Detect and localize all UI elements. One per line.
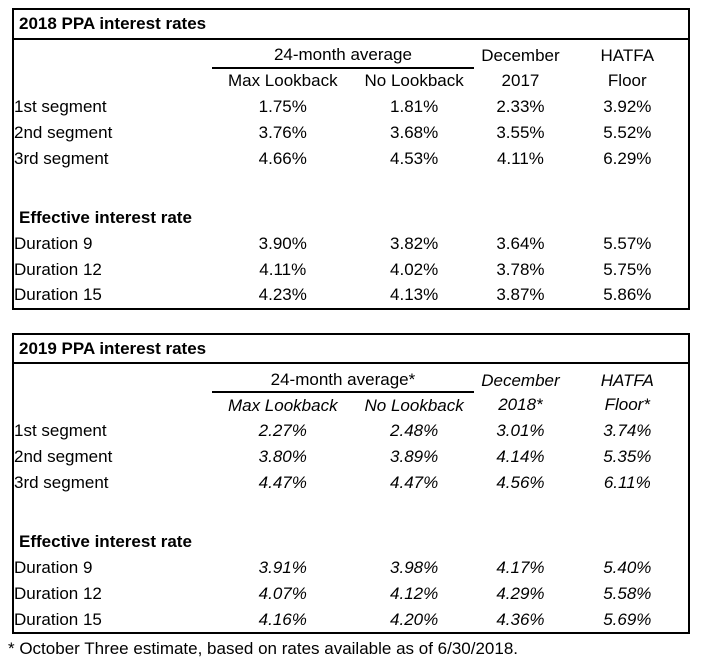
rate-value: 3.64% [496, 233, 545, 253]
rate-value: 4.56% [496, 473, 545, 493]
rate-value: 3.68% [390, 122, 439, 142]
rate-value: 5.52% [603, 122, 652, 142]
row-label: 3rd segment [14, 473, 109, 493]
table-header-row-2 [13, 68, 689, 94]
empty-cell [13, 392, 212, 418]
rate-value: 4.11% [259, 259, 307, 279]
footnote: * October Three estimate, based on rates available as of 6/30/2018. [8, 639, 518, 659]
ppa-table-2019 [12, 333, 690, 635]
row-label: 3rd segment [14, 148, 109, 168]
row-label: Duration 9 [14, 233, 93, 253]
section-header: Effective interest rate [19, 207, 192, 227]
rate-value: 2.33% [496, 96, 545, 116]
group-header-24-month-average: 24-month average* [212, 363, 475, 392]
row-label: 1st segment [14, 421, 107, 441]
column-header-no-lookback: No Lookback [364, 71, 464, 91]
section-header-row [13, 529, 689, 555]
row-label: Duration 9 [14, 558, 93, 578]
rate-value: 4.23% [258, 285, 307, 305]
column-header-december-year: 2017 [501, 70, 540, 90]
rate-value: 5.86% [603, 285, 652, 305]
table-row-duration-15 [13, 607, 689, 633]
rate-value: 4.47% [390, 473, 439, 493]
empty-cell [13, 363, 212, 392]
table-row-2nd-segment [13, 444, 689, 470]
rate-value: 3.90% [258, 233, 307, 253]
rate-value: 3.98% [390, 558, 439, 578]
rate-value: 5.69% [603, 609, 652, 629]
table-header-row-1 [13, 39, 689, 68]
group-header-24-month-average: 24-month average [212, 39, 475, 68]
table-title-row [13, 9, 689, 39]
row-label: Duration 15 [14, 285, 102, 305]
column-header-hatfa: HATFA [600, 370, 654, 390]
row-label: Duration 15 [14, 609, 102, 629]
column-header-december: December [481, 46, 560, 65]
rate-value: 3.74% [603, 421, 652, 441]
column-header-hatfa-floor: Floor* [604, 395, 650, 415]
rate-value: 3.80% [258, 447, 307, 467]
rate-value: 4.66% [258, 148, 307, 168]
table-title: 2018 PPA interest rates [13, 9, 689, 39]
rate-value: 3.92% [603, 96, 652, 116]
table-row-duration-9 [13, 231, 689, 257]
rate-value: 4.47% [258, 473, 307, 493]
rate-value: 3.01% [496, 421, 545, 441]
rate-value: 5.57% [603, 233, 652, 253]
empty-cell [13, 68, 212, 94]
column-header-december-year: 2018* [498, 395, 543, 415]
rate-value: 2.27% [258, 421, 307, 441]
spacer-row [13, 172, 689, 205]
row-label: 1st segment [14, 96, 107, 116]
column-header-no-lookback: No Lookback [364, 395, 464, 415]
rate-value: 3.82% [390, 233, 439, 253]
table-row-duration-9 [13, 555, 689, 581]
row-label: Duration 12 [14, 259, 102, 279]
rate-value: 4.20% [390, 609, 439, 629]
table-title: 2019 PPA interest rates [13, 334, 689, 364]
rate-value: 5.35% [603, 447, 652, 467]
table-header-row-2 [13, 392, 689, 418]
table-row-duration-12 [13, 257, 689, 283]
column-header-hatfa-floor: Floor [607, 70, 647, 90]
section-header: Effective interest rate [19, 532, 192, 552]
table-row-2nd-segment [13, 120, 689, 146]
table-row-3rd-segment [13, 146, 689, 172]
rate-value: 4.29% [496, 584, 545, 604]
empty-cell [13, 496, 689, 529]
table-row-1st-segment [13, 94, 689, 120]
rate-value: 4.13% [390, 285, 439, 305]
rate-value: 4.36% [496, 609, 545, 629]
column-header-december: December [481, 370, 560, 390]
rate-value: 5.58% [603, 584, 652, 604]
row-label: 2nd segment [14, 447, 113, 467]
rate-value: 4.17% [496, 558, 545, 578]
table-row-3rd-segment [13, 470, 689, 496]
row-label: Duration 12 [14, 584, 102, 604]
rate-value: 3.55% [496, 122, 545, 142]
rate-value: 3.87% [496, 285, 545, 305]
rate-value: 4.53% [390, 148, 439, 168]
rate-value: 4.11% [496, 148, 544, 168]
rate-value: 4.12% [390, 584, 439, 604]
table-header-row-1 [13, 363, 689, 392]
rate-value: 2.48% [390, 421, 439, 441]
rate-value: 3.89% [390, 447, 439, 467]
rate-value: 1.81% [390, 96, 439, 116]
empty-cell [13, 39, 212, 68]
rate-value: 5.75% [603, 259, 652, 279]
spacer-row [13, 496, 689, 529]
rate-value: 4.14% [496, 447, 545, 467]
rate-value: 1.75% [258, 96, 307, 116]
rate-value: 4.02% [390, 259, 439, 279]
row-label: 2nd segment [14, 122, 113, 142]
table-row-1st-segment [13, 418, 689, 444]
ppa-table-2018 [12, 8, 690, 310]
section-header-row [13, 205, 689, 231]
empty-cell [13, 172, 689, 205]
column-header-hatfa: HATFA [600, 46, 655, 65]
table-title-row [13, 334, 689, 364]
table-row-duration-15 [13, 283, 689, 309]
rate-value: 4.07% [258, 584, 307, 604]
column-header-max-lookback: Max Lookback [227, 71, 338, 91]
column-header-max-lookback: Max Lookback [227, 395, 338, 415]
rate-value: 5.40% [603, 558, 652, 578]
table-row-duration-12 [13, 581, 689, 607]
rate-value: 6.29% [603, 148, 652, 168]
rate-value: 4.16% [258, 609, 307, 629]
rate-value: 3.91% [258, 558, 307, 578]
rate-value: 6.11% [603, 473, 651, 493]
rate-value: 3.78% [496, 259, 545, 279]
rate-value: 3.76% [258, 122, 307, 142]
